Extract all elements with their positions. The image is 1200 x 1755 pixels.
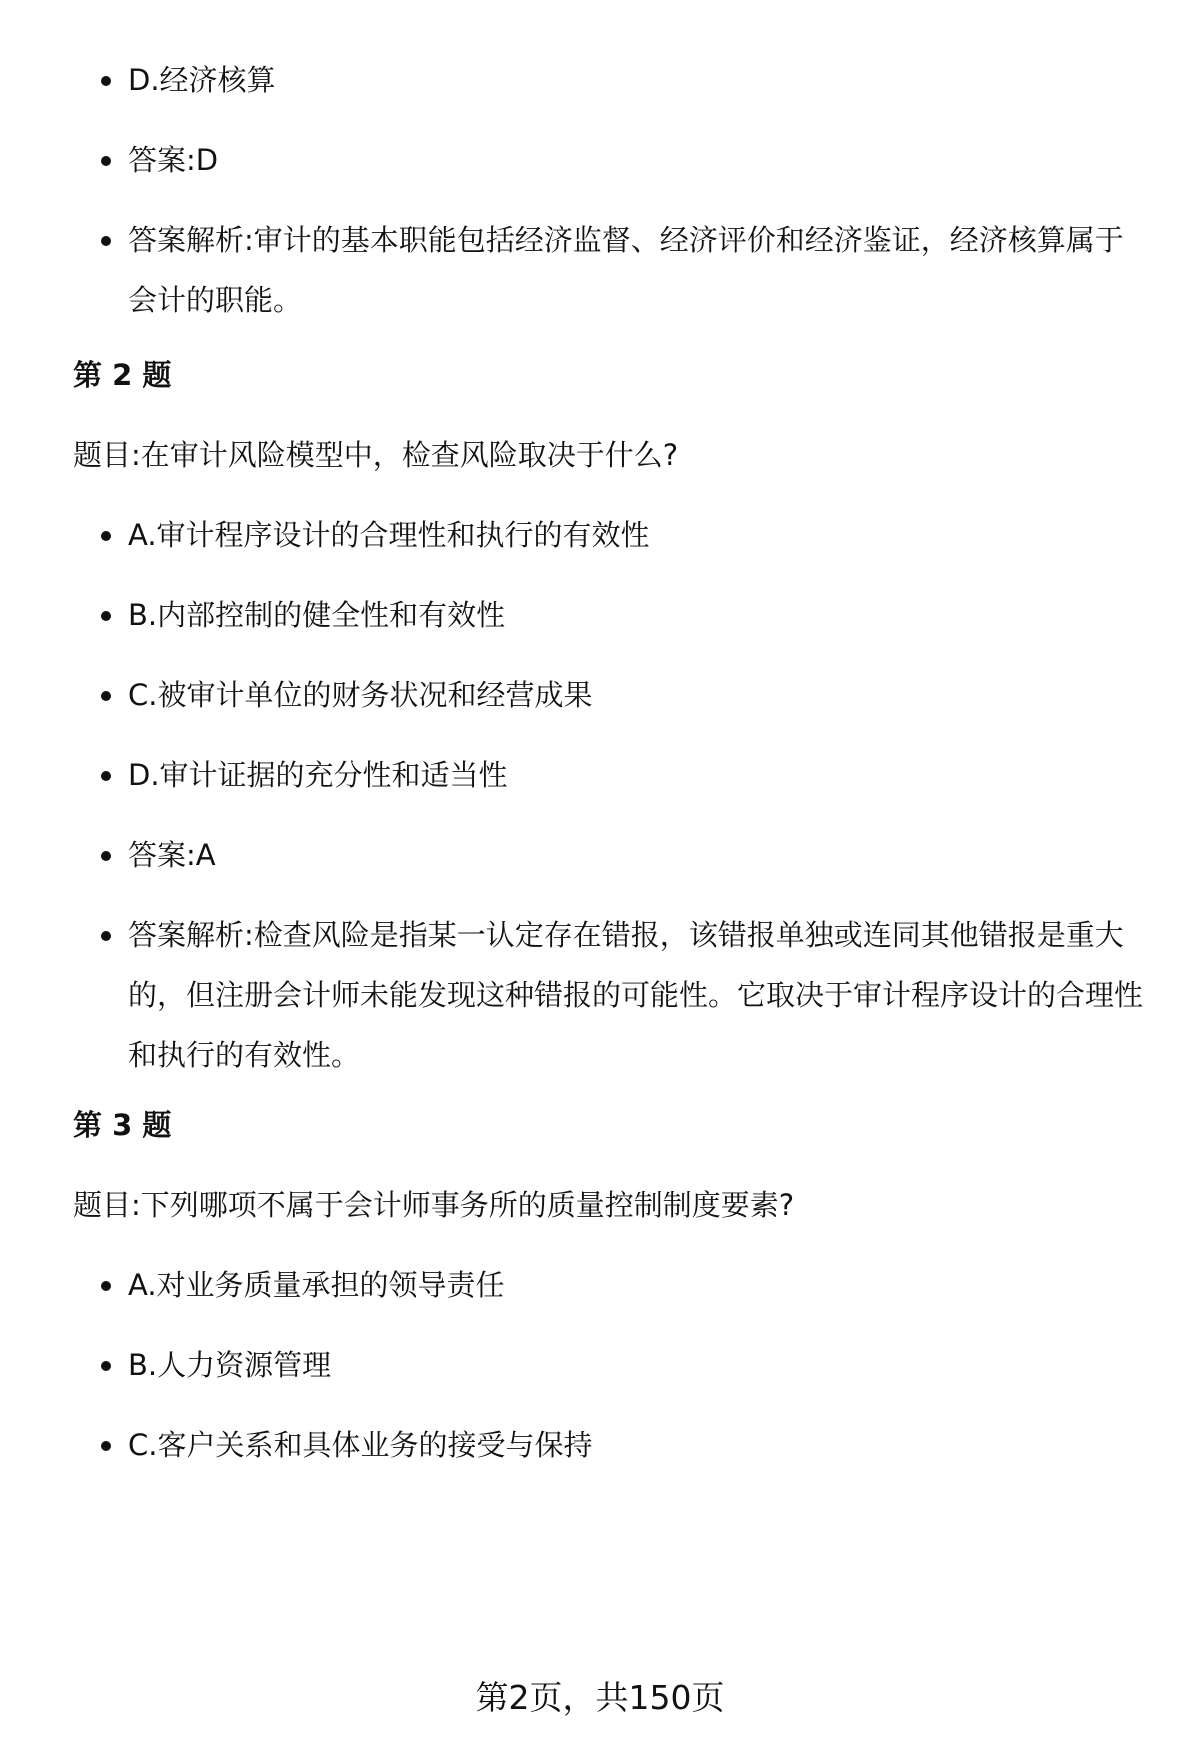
q2-option-b: B.内部控制的健全性和有效性 — [128, 585, 1148, 645]
q3-option-a: A.对业务质量承担的领导责任 — [128, 1255, 1148, 1315]
q2-option-c: C.被审计单位的财务状况和经营成果 — [128, 665, 1148, 725]
q3-option-b: B.人力资源管理 — [128, 1335, 1148, 1395]
q1-option-d: D.经济核算 — [128, 50, 1148, 110]
q2-question: 题目:在审计风险模型中，检查风险取决于什么? — [73, 438, 679, 472]
q2-option-a: A.审计程序设计的合理性和执行的有效性 — [128, 505, 1148, 565]
q2-option-d: D.审计证据的充分性和适当性 — [128, 745, 1148, 805]
q3-heading: 第 3 题 — [73, 1108, 172, 1142]
page-number-footer: 第2页，共150页 — [475, 1678, 725, 1717]
q1-answer: 答案:D — [128, 130, 1148, 190]
q1-explanation: 答案解析:审计的基本职能包括经济监督、经济评价和经济鉴证，经济核算属于会计的职能。 — [128, 210, 1148, 330]
q2-answer: 答案:A — [128, 825, 1148, 885]
q3-question: 题目:下列哪项不属于会计师事务所的质量控制制度要素? — [73, 1188, 795, 1222]
q2-explanation: 答案解析:检查风险是指某一认定存在错报，该错报单独或连同其他错报是重大的，但注册会计师未能发现这种错报的可能性。它取决于审计程序设计的合理性和执行的有效性。 — [128, 905, 1148, 1085]
q2-heading: 第 2 题 — [73, 358, 172, 392]
q3-option-c: C.客户关系和具体业务的接受与保持 — [128, 1415, 1148, 1475]
